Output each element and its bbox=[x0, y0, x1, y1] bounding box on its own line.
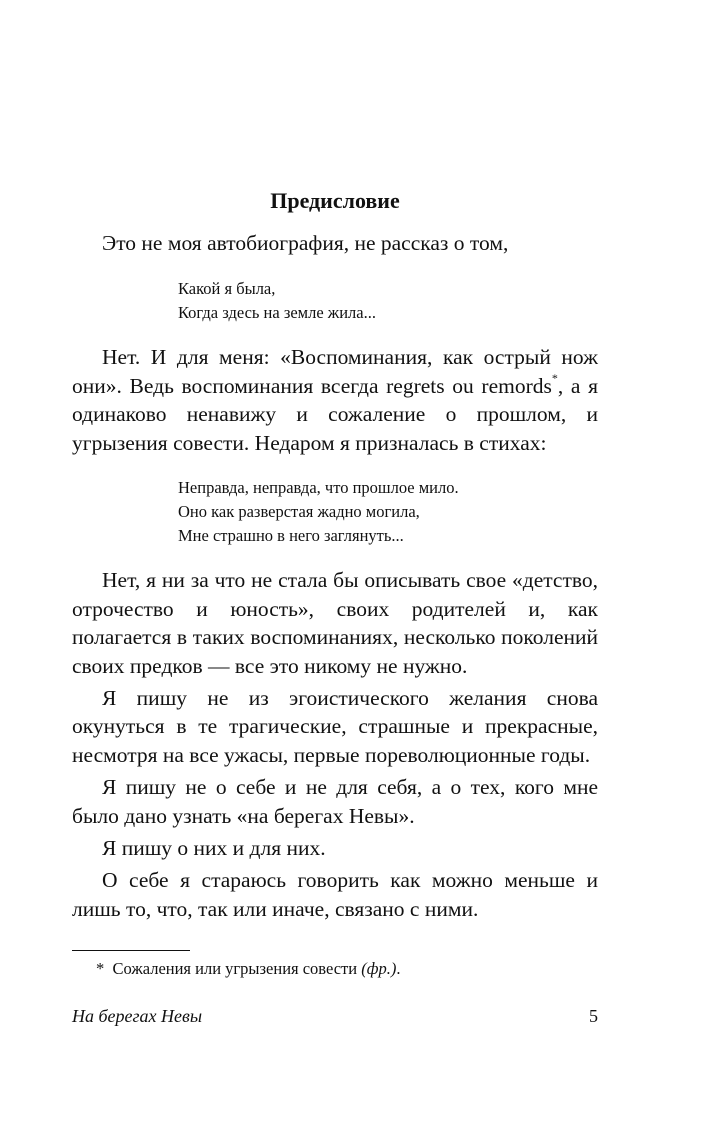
page-footer bbox=[72, 1004, 598, 1028]
paragraph: Нет, я ни за что не стала бы описывать свое «детство, отрочество и юность», своих родителей и, как полагается в таких воспоминаниях, несколько поколений своих предков — все это никому не нужно. bbox=[72, 568, 598, 678]
verse-line: Какой я была, bbox=[178, 279, 276, 298]
paragraph-1-main: Нет. И для меня: «Воспоминания, как острый нож они». Ведь воспоминания всегда regrets ou remords bbox=[72, 345, 598, 398]
running-head: На берегах Невы bbox=[72, 1006, 203, 1026]
paragraph: Я пишу не о себе и не для себя, а о тех, кого мне было дано узнать «на берегах Невы». bbox=[72, 775, 598, 828]
book-page bbox=[72, 0, 598, 1122]
footnote-divider bbox=[72, 950, 190, 951]
page-number: 5 bbox=[589, 1006, 598, 1026]
verse-line: Неправда, неправда, что прошлое мило. bbox=[178, 478, 459, 497]
paragraph: Я пишу не из эгоистического желания снова окунуться в те трагические, страшные и прекрасные, несмотря на все ужасы, первые пореволюционные годы. bbox=[72, 685, 598, 768]
footnote-text: Сожаления или угрызения совести bbox=[112, 959, 358, 978]
main-paragraphs bbox=[72, 566, 598, 923]
verse-quote-2 bbox=[178, 476, 459, 548]
intro-line: Это не моя автобиография, не рассказ о том, bbox=[102, 231, 509, 255]
paragraph: О себе я стараюсь говорить как можно меньше и лишь то, что, так или иначе, связано с ними. bbox=[72, 867, 598, 921]
paragraph-1-text bbox=[72, 343, 598, 457]
verse-line: Мне страшно в него заглянуть... bbox=[178, 526, 404, 545]
verse-quote-1 bbox=[178, 277, 376, 325]
verse-line: Оно как разверстая жадно могила, bbox=[178, 502, 420, 521]
footnote-marker: * bbox=[551, 371, 558, 386]
paragraph: Я пишу о них и для них. bbox=[102, 835, 326, 860]
intro-paragraph bbox=[72, 229, 598, 258]
footnote-lang: (фр.) bbox=[361, 959, 397, 978]
verse-line: Когда здесь на земле жила... bbox=[178, 303, 376, 322]
chapter-title: Предисловие bbox=[270, 188, 400, 213]
footnote-mark: * bbox=[96, 959, 105, 978]
paragraph-1-rest: , а я одинаково ненавижу и сожаление о прошлом, и угрызения совести. Недаром я призналась в стихах: bbox=[72, 373, 598, 455]
paragraph-1 bbox=[72, 343, 598, 457]
footnote-end: . bbox=[396, 959, 401, 978]
footnote bbox=[96, 957, 400, 981]
